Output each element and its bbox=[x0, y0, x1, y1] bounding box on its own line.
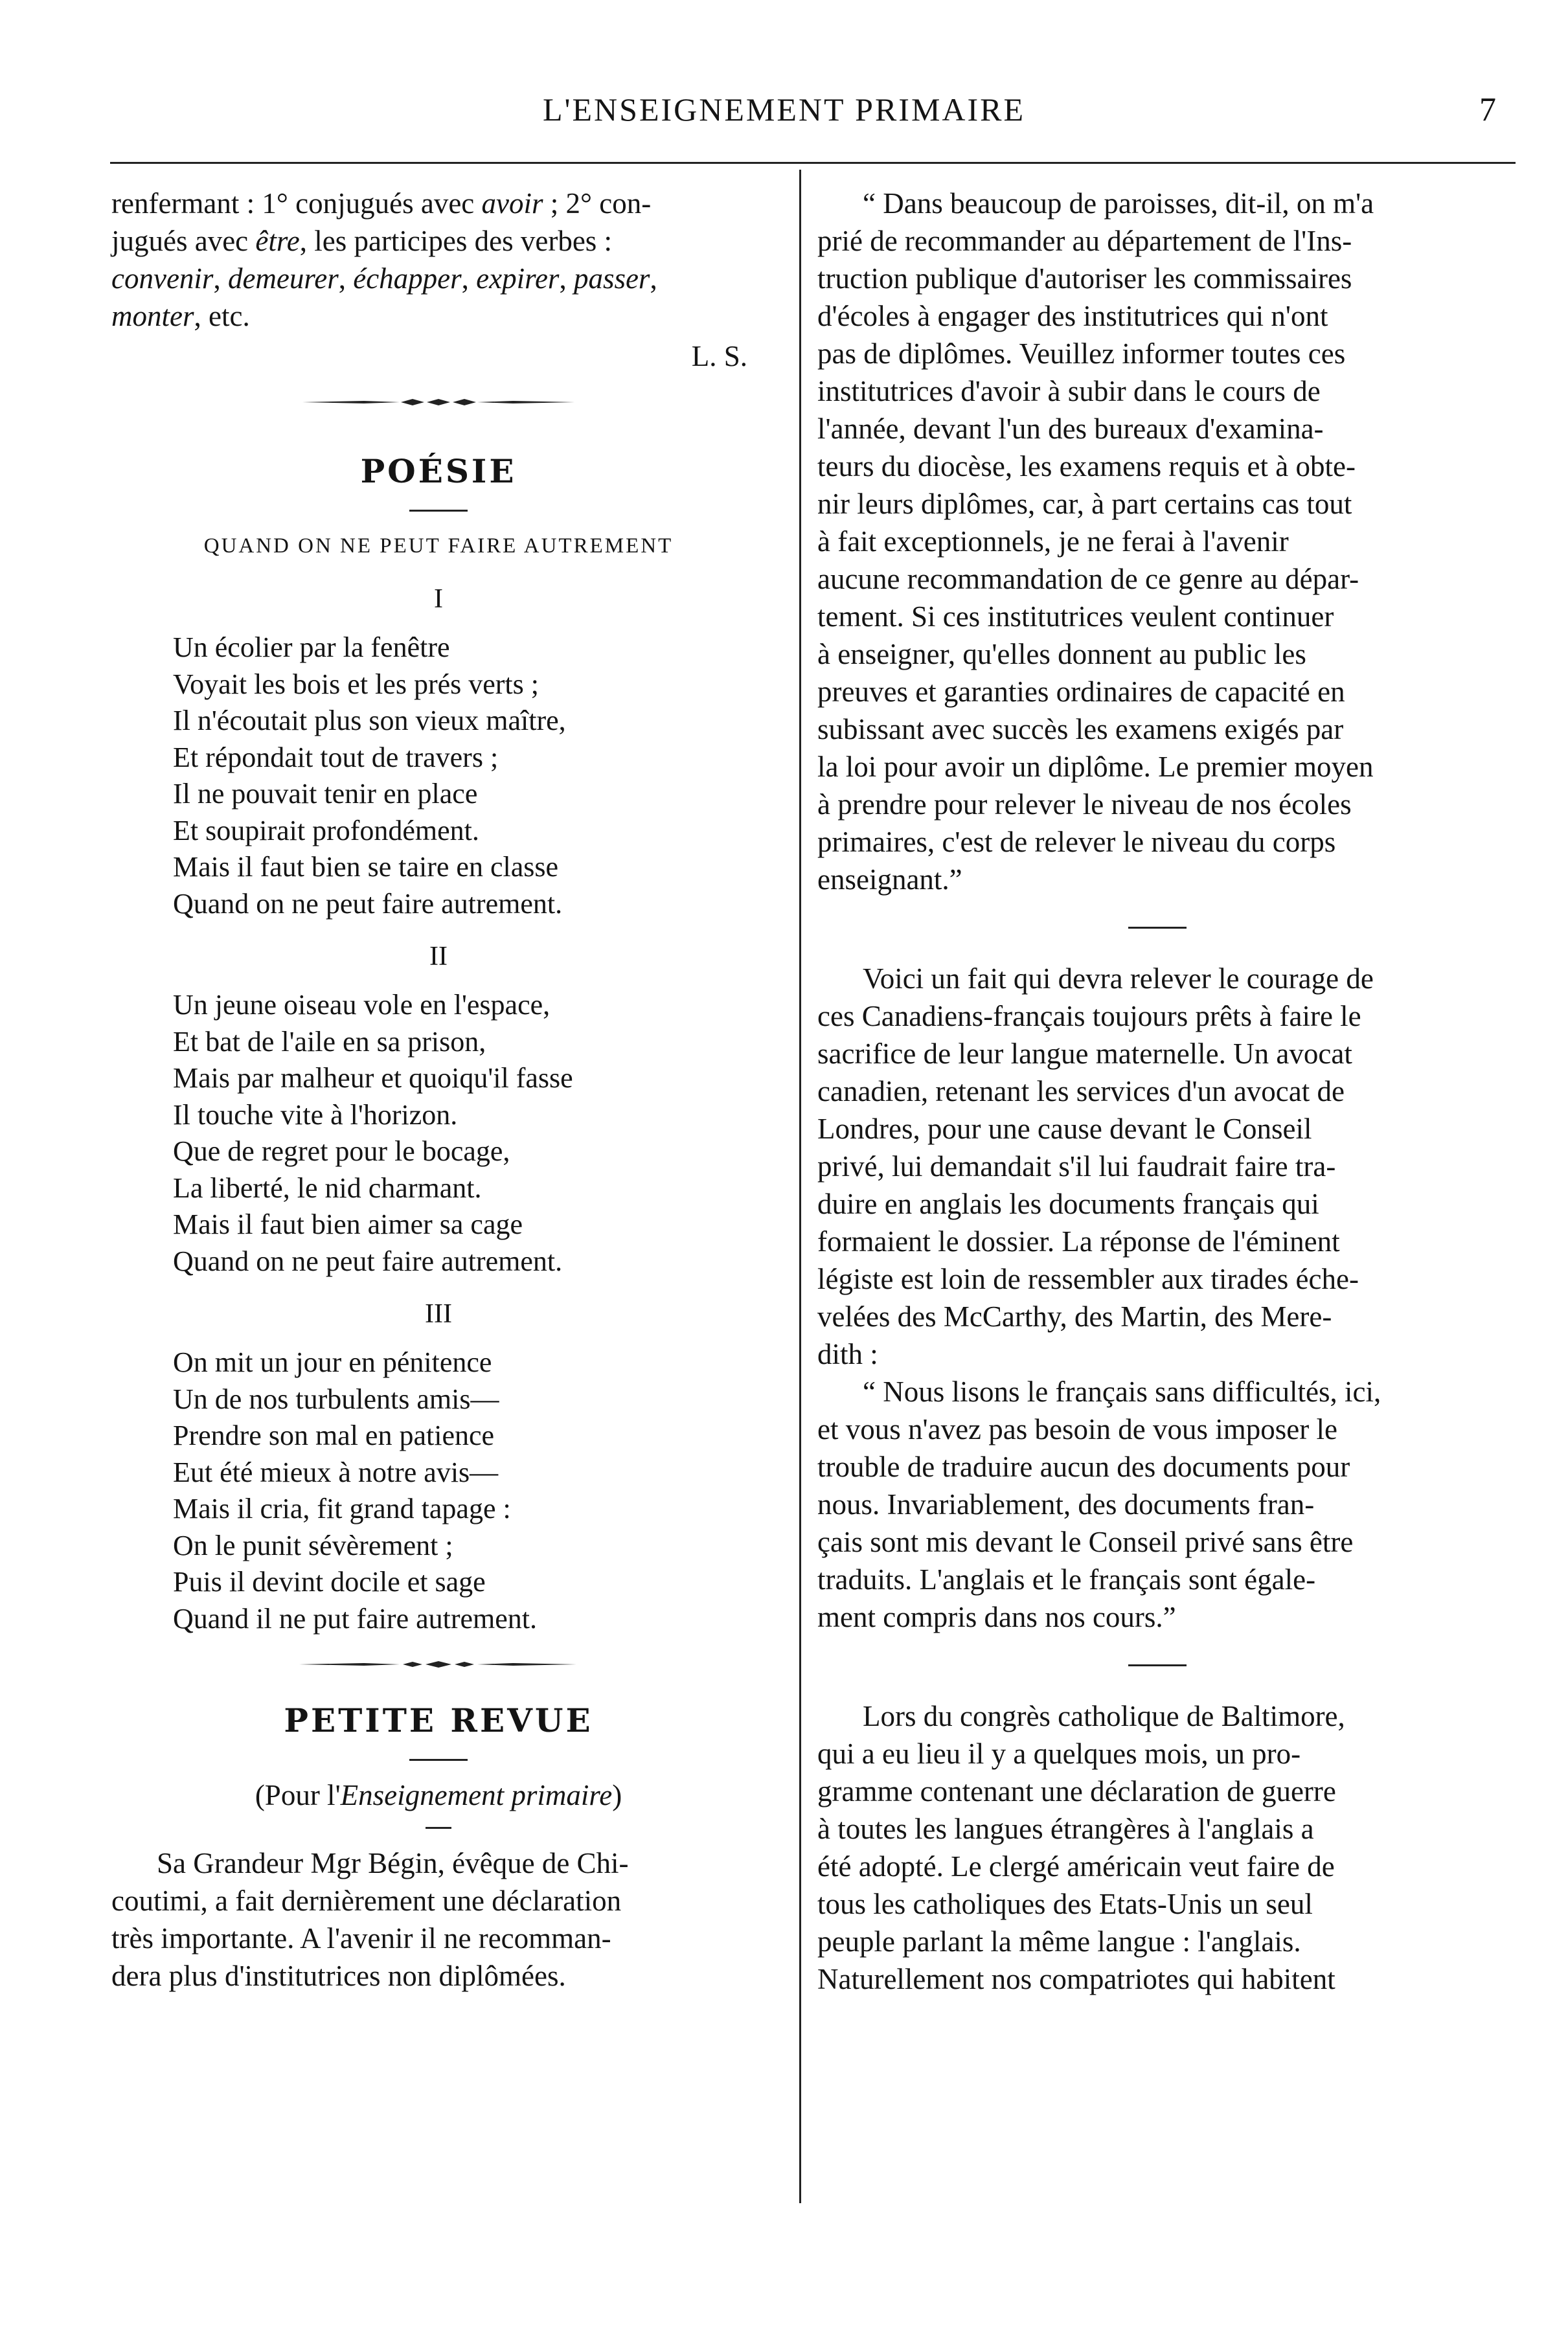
verse-line: Que de regret pour le bocage, bbox=[173, 1135, 510, 1167]
text-line: privé, lui demandait s'il lui faudrait faire tra- bbox=[817, 1150, 1336, 1183]
text-line: truction publique d'autoriser les commissaires bbox=[817, 262, 1352, 295]
text-line: preuves et garanties ordinaires de capacité en bbox=[817, 675, 1345, 708]
ornament-divider bbox=[299, 1659, 578, 1670]
text-line: Sa Grandeur Mgr Bégin, évêque de Chi- bbox=[157, 1847, 629, 1879]
paragraph-begin bbox=[111, 1844, 766, 1995]
text-line: d'écoles à engager des institutrices qui n'ont bbox=[817, 300, 1328, 332]
verse-line: Prendre son mal en patience bbox=[173, 1420, 495, 1451]
verse-line: Et répondait tout de travers ; bbox=[173, 741, 499, 773]
verse-line: Mais par malheur et quoiqu'il fasse bbox=[173, 1062, 573, 1094]
verse-line: Mais il faut bien se taire en classe bbox=[173, 851, 559, 883]
verse-line: Il touche vite à l'horizon. bbox=[173, 1098, 458, 1131]
text-line: institutrices d'avoir à subir dans le cours de bbox=[817, 375, 1321, 407]
text-line: très importante. A l'avenir il ne recomman- bbox=[111, 1922, 611, 1954]
right-column bbox=[817, 185, 1497, 1998]
text-line: à fait exceptionnels, je ne ferai à l'avenir bbox=[817, 525, 1289, 558]
stanza-number: II bbox=[429, 942, 448, 971]
verse-line: Et bat de l'aile en sa prison, bbox=[173, 1025, 486, 1058]
text-line: canadien, retenant les services d'un avocat de bbox=[817, 1075, 1345, 1107]
text-line: duire en anglais les documents français qui bbox=[817, 1188, 1319, 1220]
text-line: l'année, devant l'un des bureaux d'examina- bbox=[817, 413, 1324, 445]
verse-line: Voyait les bois et les prés verts ; bbox=[173, 668, 539, 700]
text-line: peuple parlant la même langue : l'anglais. bbox=[817, 1925, 1301, 1958]
section-title-petite-revue: PETITE REVUE bbox=[284, 1701, 593, 1739]
intro-paragraph bbox=[111, 185, 766, 335]
stanza-2 bbox=[111, 987, 766, 1280]
text-line: “ Dans beaucoup de paroisses, dit-il, on m'a bbox=[863, 187, 1374, 220]
signature: L. S. bbox=[691, 340, 747, 372]
text-line: nir leurs diplômes, car, à part certains cas tout bbox=[817, 488, 1352, 520]
text-line: Lors du congrès catholique de Baltimore, bbox=[863, 1700, 1345, 1732]
text-line: dera plus d'institutrices non diplômées. bbox=[111, 1960, 566, 1992]
text-line: à toutes les langues étrangères à l'anglais a bbox=[817, 1813, 1314, 1845]
text-line: formaient le dossier. La réponse de l'éminent bbox=[817, 1225, 1340, 1258]
stanza-number: I bbox=[434, 584, 443, 614]
text-line: qui a eu lieu il y a quelques mois, un pro- bbox=[817, 1738, 1301, 1770]
stanza-number: III bbox=[425, 1299, 452, 1329]
text-line: subissant avec succès les examens exigés par bbox=[817, 713, 1344, 745]
text-line: aucune recommandation de ce genre au dépar- bbox=[817, 563, 1359, 595]
text-line: ces Canadiens-français toujours prêts à faire le bbox=[817, 1000, 1361, 1032]
left-column bbox=[111, 185, 766, 1995]
text-line: dith : bbox=[817, 1338, 878, 1370]
text-line: traduits. L'anglais et le français sont égale- bbox=[817, 1563, 1316, 1596]
section-rule bbox=[1128, 1664, 1187, 1666]
verse-line: Il ne pouvait tenir en place bbox=[173, 778, 478, 810]
source-note bbox=[111, 1776, 766, 1814]
paragraph-canadiens bbox=[817, 960, 1497, 1373]
column-divider bbox=[799, 170, 801, 2203]
text-line: pas de diplômes. Veuillez informer toutes ces bbox=[817, 337, 1346, 370]
stanza-1 bbox=[111, 629, 766, 922]
poem-title: QUAND ON NE PEUT FAIRE AUTREMENT bbox=[203, 534, 674, 558]
text-line: trouble de traduire aucun des documents pour bbox=[817, 1451, 1350, 1483]
source-prefix: (Pour l' bbox=[255, 1779, 341, 1811]
text-line: été adopté. Le clergé américain veut faire de bbox=[817, 1850, 1335, 1883]
source-suffix: ) bbox=[612, 1779, 622, 1811]
text-line: tous les catholiques des Etats-Unis un seul bbox=[817, 1888, 1313, 1920]
text-line: et vous n'avez pas besoin de vous imposer le bbox=[817, 1413, 1337, 1445]
text-line: tement. Si ces institutrices veulent continuer bbox=[817, 600, 1334, 633]
page-number: 7 bbox=[1479, 91, 1496, 128]
source-publication: Enseignement primaire bbox=[340, 1779, 613, 1811]
section-rule bbox=[1128, 927, 1187, 929]
short-rule bbox=[409, 510, 468, 512]
verse-line: La liberté, le nid charmant. bbox=[173, 1172, 482, 1204]
text-line: convenir, demeurer, échapper, expirer, passer, bbox=[111, 262, 657, 295]
running-head: L'ENSEIGNEMENT PRIMAIRE bbox=[542, 91, 1026, 128]
verse-line: Un jeune oiseau vole en l'espace, bbox=[173, 989, 551, 1021]
text-line: çais sont mis devant le Conseil privé sans être bbox=[817, 1526, 1354, 1558]
text-line: la loi pour avoir un diplôme. Le premier moyen bbox=[817, 751, 1374, 783]
verse-line: Puis il devint docile et sage bbox=[173, 1566, 486, 1598]
paragraph-baltimore bbox=[817, 1697, 1497, 1998]
text-line: renfermant : 1° conjugués avec avoir ; 2° con- bbox=[111, 187, 652, 220]
text-line: à enseigner, qu'elles donnent au public les bbox=[817, 638, 1306, 670]
text-line: primaires, c'est de relever le niveau du corps bbox=[817, 826, 1336, 858]
text-line: coutimi, a fait dernièrement une déclaration bbox=[111, 1885, 622, 1917]
verse-line: Un de nos turbulents amis— bbox=[173, 1383, 499, 1415]
text-line: jugués avec être, les participes des verbes : bbox=[111, 225, 613, 257]
text-line: légiste est loin de ressembler aux tirades éche- bbox=[817, 1263, 1359, 1295]
text-line: teurs du diocèse, les examens requis et à obte- bbox=[817, 450, 1356, 482]
verse-line: Quand on ne peut faire autrement. bbox=[173, 887, 563, 920]
text-line: Naturellement nos compatriotes qui habitent bbox=[817, 1963, 1335, 1995]
quote-paragraph-2 bbox=[817, 1373, 1497, 1636]
text-line: enseignant.” bbox=[817, 863, 962, 896]
text-line: Voici un fait qui devra relever le courage de bbox=[863, 962, 1374, 995]
text-line: gramme contenant une déclaration de guerre bbox=[817, 1775, 1336, 1807]
short-rule bbox=[426, 1827, 451, 1829]
verse-line: Mais il faut bien aimer sa cage bbox=[173, 1208, 523, 1240]
page-header bbox=[0, 91, 1568, 142]
text-line: ment compris dans nos cours.” bbox=[817, 1601, 1176, 1633]
text-line: nous. Invariablement, des documents fran- bbox=[817, 1488, 1315, 1521]
verse-line: On mit un jour en pénitence bbox=[173, 1346, 492, 1378]
text-line: à prendre pour relever le niveau de nos écoles bbox=[817, 788, 1352, 821]
text-line: prié de recommander au département de l'Ins- bbox=[817, 225, 1352, 257]
header-rule bbox=[110, 162, 1516, 164]
stanza-3 bbox=[111, 1344, 766, 1637]
verse-line: Et soupirait profondément. bbox=[173, 814, 479, 846]
ornament-divider bbox=[302, 397, 574, 407]
verse-line: Eut été mieux à notre avis— bbox=[173, 1456, 499, 1488]
section-title-poesie: POÉSIE bbox=[360, 452, 517, 490]
short-rule bbox=[409, 1759, 468, 1761]
verse-line: On le punit sévèrement ; bbox=[173, 1529, 453, 1561]
text-line: velées des McCarthy, des Martin, des Mere- bbox=[817, 1300, 1332, 1333]
verse-line: Il n'écoutait plus son vieux maître, bbox=[173, 705, 566, 736]
quote-paragraph bbox=[817, 185, 1497, 898]
verse-line: Quand on ne peut faire autrement. bbox=[173, 1245, 563, 1277]
text-line: “ Nous lisons le français sans difficultés, ici, bbox=[863, 1376, 1381, 1408]
text-line: Londres, pour une cause devant le Conseil bbox=[817, 1113, 1312, 1145]
verse-line: Mais il cria, fit grand tapage : bbox=[173, 1493, 511, 1524]
text-line: sacrifice de leur langue maternelle. Un avocat bbox=[817, 1037, 1352, 1070]
verse-line: Quand il ne put faire autrement. bbox=[173, 1602, 538, 1635]
text-line: monter, etc. bbox=[111, 300, 250, 332]
verse-line: Un écolier par la fenêtre bbox=[173, 631, 450, 663]
